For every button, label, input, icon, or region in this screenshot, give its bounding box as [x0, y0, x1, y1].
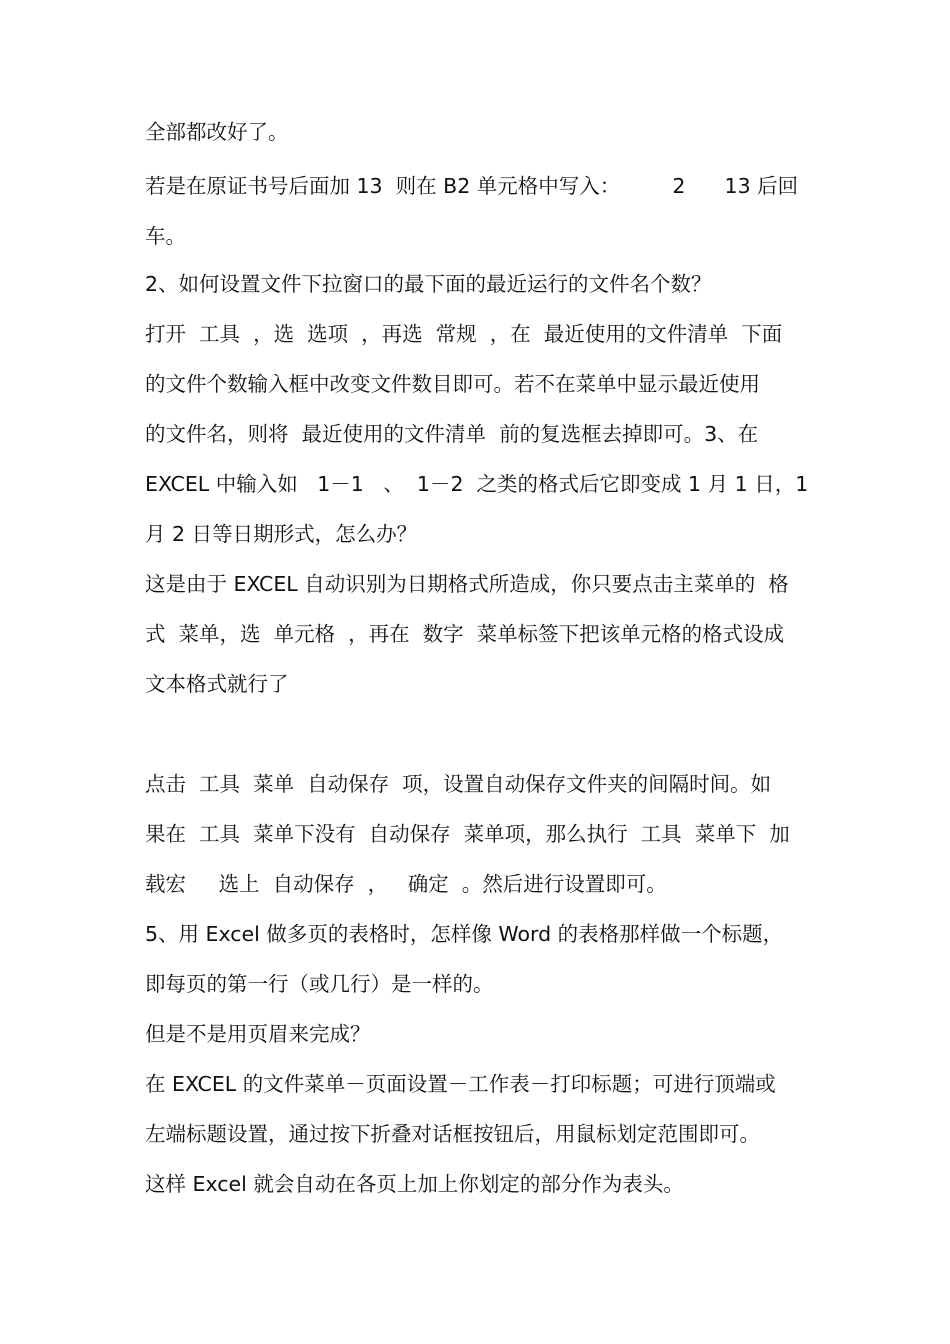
text-line: 这是由于 EXCEL 自动识别为日期格式所造成，你只要点击主菜单的 格: [145, 572, 789, 596]
text-line: 左端标题设置，通过按下折叠对话框按钮后，用鼠标划定范围即可。: [145, 1122, 760, 1146]
text-line: 的文件个数输入框中改变文件数目即可。若不在菜单中显示最近使用: [145, 372, 760, 396]
text-line: 这样 Excel 就会自动在各页上加上你划定的部分作为表头。: [145, 1172, 684, 1196]
text-line: 载宏 选上 自动保存 ， 确定 。然后进行设置即可。: [145, 872, 667, 896]
text-line: 若是在原证书号后面加 13 则在 B2 单元格中写入： 2 13 后回: [145, 174, 799, 198]
text-line: 果在 工具 菜单下没有 自动保存 菜单项，那么执行 工具 菜单下 加: [145, 822, 790, 846]
question-heading-4: [145, 717, 810, 751]
question-heading-2: 2、如何设置文件下拉窗口的最下面的最近运行的文件名个数？: [145, 272, 712, 296]
text-line: 点击 工具 菜单 自动保存 项，设置自动保存文件夹的间隔时间。如: [145, 772, 772, 796]
text-line: 文本格式就行了: [145, 672, 289, 696]
text-line: 的文件名，则将 最近使用的文件清单 前的复选框去掉即可。3、在: [145, 422, 759, 446]
text-line: 式 菜单，选 单元格 ，再在 数字 菜单标签下把该单元格的格式设成: [145, 622, 785, 646]
text-line: EXCEL 中输入如 1－1 、 1－2 之类的格式后它即变成 1 月 1 日，1: [145, 472, 809, 496]
text-line: 但是不是用页眉来完成？: [145, 1022, 371, 1046]
question-heading-5: 5、用 Excel 做多页的表格时，怎样像 Word 的表格那样做一个标题，: [145, 922, 784, 946]
text-line: 车。: [145, 224, 186, 248]
text-line: 全部都改好了。: [145, 120, 289, 144]
text-line: 即每页的第一行（或几行）是一样的。: [145, 972, 494, 996]
text-line: 在 EXCEL 的文件菜单－页面设置－工作表－打印标题；可进行顶端或: [145, 1072, 776, 1096]
text-line: 月 2 日等日期形式，怎么办？: [145, 522, 418, 546]
text-line: 打开 工具 ，选 选项 ，再选 常规 ，在 最近使用的文件清单 下面: [145, 322, 783, 346]
